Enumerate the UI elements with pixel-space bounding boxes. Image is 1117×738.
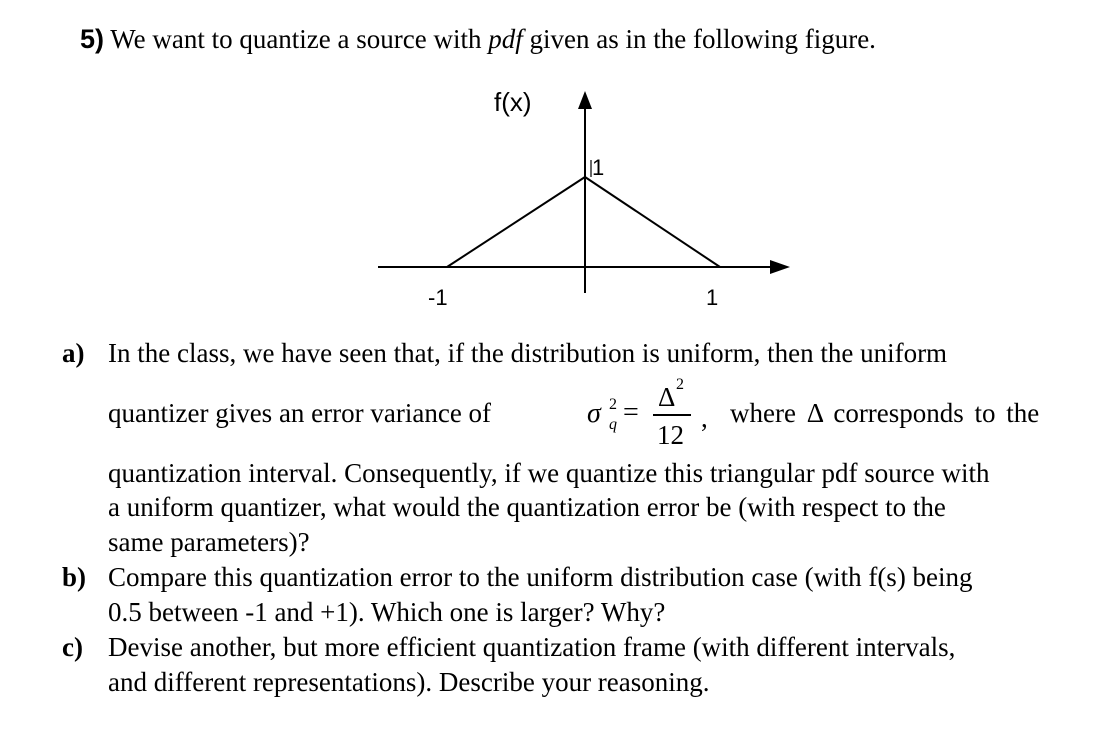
x-axis-arrow xyxy=(770,260,790,274)
pdf-figure xyxy=(370,85,800,320)
part-a-line-3: quantization interval. Consequently, if we quantize this triangular pdf source with xyxy=(108,458,990,488)
formula-comma: , xyxy=(701,403,708,433)
part-a-line-5: same parameters)? xyxy=(108,527,310,557)
peak-label: 1 xyxy=(592,155,605,180)
part-b-line-1: Compare this quantization error to the uniform distribution case (with f(s) being xyxy=(108,562,973,592)
part-a-line-2-post: where Δ corresponds to the xyxy=(730,398,1040,428)
part-a-line-1: In the class, we have seen that, if the distribution is uniform, then the uniform xyxy=(108,338,948,368)
part-c-marker: c) xyxy=(62,632,83,662)
fraction-denominator: 12 xyxy=(657,420,684,450)
triangle-pdf-curve xyxy=(447,177,720,267)
statement-post: given as in the following figure. xyxy=(522,24,876,54)
problem-statement xyxy=(80,23,876,55)
error-variance-formula xyxy=(585,376,708,453)
statement-pre: We want to quantize a source with xyxy=(110,24,489,54)
x-tick-right: 1 xyxy=(706,285,719,310)
equals-sign: = xyxy=(623,397,639,428)
fraction-bar xyxy=(653,414,691,416)
numerator-superscript: 2 xyxy=(676,376,684,393)
sigma-symbol: σ xyxy=(587,398,601,429)
statement-emphasis: pdf xyxy=(488,24,523,54)
problem-number: 5) xyxy=(80,24,105,54)
y-axis-arrow xyxy=(578,91,592,109)
part-c-line-2: and different representations). Describe your reasoning. xyxy=(108,667,710,697)
y-axis-label: f(x) xyxy=(494,87,532,117)
part-b-line-2: 0.5 between -1 and +1). Which one is larger? Why? xyxy=(108,597,666,627)
sigma-subscript: q xyxy=(609,416,617,433)
x-tick-left: -1 xyxy=(428,285,448,310)
fraction-numerator: Δ xyxy=(658,382,676,412)
sigma-superscript: 2 xyxy=(609,396,617,413)
part-a-line-4: a uniform quantizer, what would the quantization error be (with respect to the xyxy=(108,492,946,522)
part-a-line-2-pre: quantizer gives an error variance of xyxy=(108,398,492,428)
part-a-marker: a) xyxy=(62,338,85,368)
part-b-marker: b) xyxy=(62,562,87,592)
part-c-line-1: Devise another, but more efficient quantization frame (with different intervals, xyxy=(108,632,956,662)
